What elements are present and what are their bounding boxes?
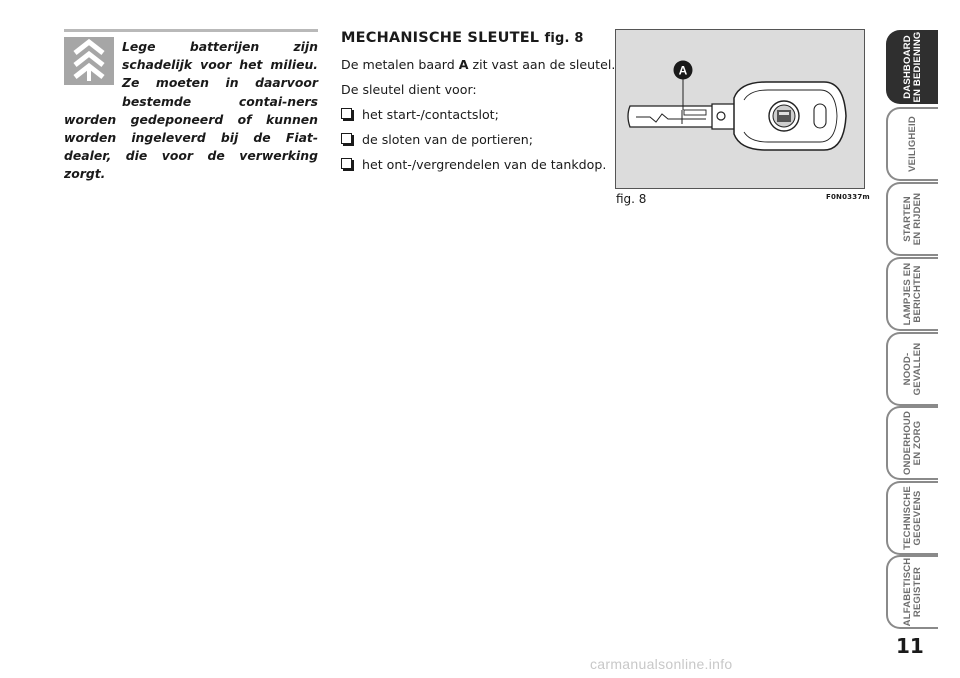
key-illustration <box>616 30 866 190</box>
tab-technische[interactable]: TECHNISCHE GEGEVENS <box>886 481 938 555</box>
key-figure <box>615 29 865 189</box>
usage-paragraph: De sleutel dient voor: <box>341 82 477 97</box>
tab-veiligheid[interactable]: VEILIGHEID <box>886 107 938 181</box>
list-item: het ont-/vergrendelen van de tankdop. <box>341 156 606 174</box>
checkbox-bullet-icon <box>341 108 352 119</box>
tab-starten[interactable]: STARTEN EN RIJDEN <box>886 182 938 256</box>
tab-lampjes[interactable]: LAMPJES EN BERICHTEN <box>886 257 938 331</box>
section-heading: MECHANISCHE SLEUTEL fig. 8 <box>341 30 584 46</box>
list-item: de sloten van de portieren; <box>341 131 533 149</box>
page-number: 11 <box>896 634 924 658</box>
environment-note: Lege batterijen zijn schadelijk voor het milieu. Ze moeten in daarvoor bestemde contai-ners worden gedeponeerd of kunnen worden ingeleverd bij de Fiat-dealer, die voor de verwerking zorgt. <box>64 39 318 182</box>
tab-register[interactable]: ALFABETISCH REGISTER <box>886 555 938 629</box>
checkbox-bullet-icon <box>341 133 352 144</box>
list-item: het start-/contactslot; <box>341 106 499 124</box>
figure-code: F0N0337m <box>826 193 870 201</box>
tab-onderhoud[interactable]: ONDERHOUD EN ZORG <box>886 406 938 480</box>
watermark: carmanualsonline.info <box>590 656 733 672</box>
heading-figure-ref: fig. 8 <box>544 31 584 46</box>
tab-dashboard[interactable]: DASHBOARD EN BEDIENING <box>886 30 938 104</box>
intro-paragraph: De metalen baard A zit vast aan de sleutel. <box>341 57 616 72</box>
tab-noodgevallen[interactable]: NOOD- GEVALLEN <box>886 332 938 406</box>
note-top-rule <box>64 29 318 32</box>
figure-caption: fig. 8 <box>616 192 647 206</box>
part-label-a: A <box>458 57 469 72</box>
checkbox-bullet-icon <box>341 158 352 169</box>
callout-a: A <box>678 63 688 78</box>
